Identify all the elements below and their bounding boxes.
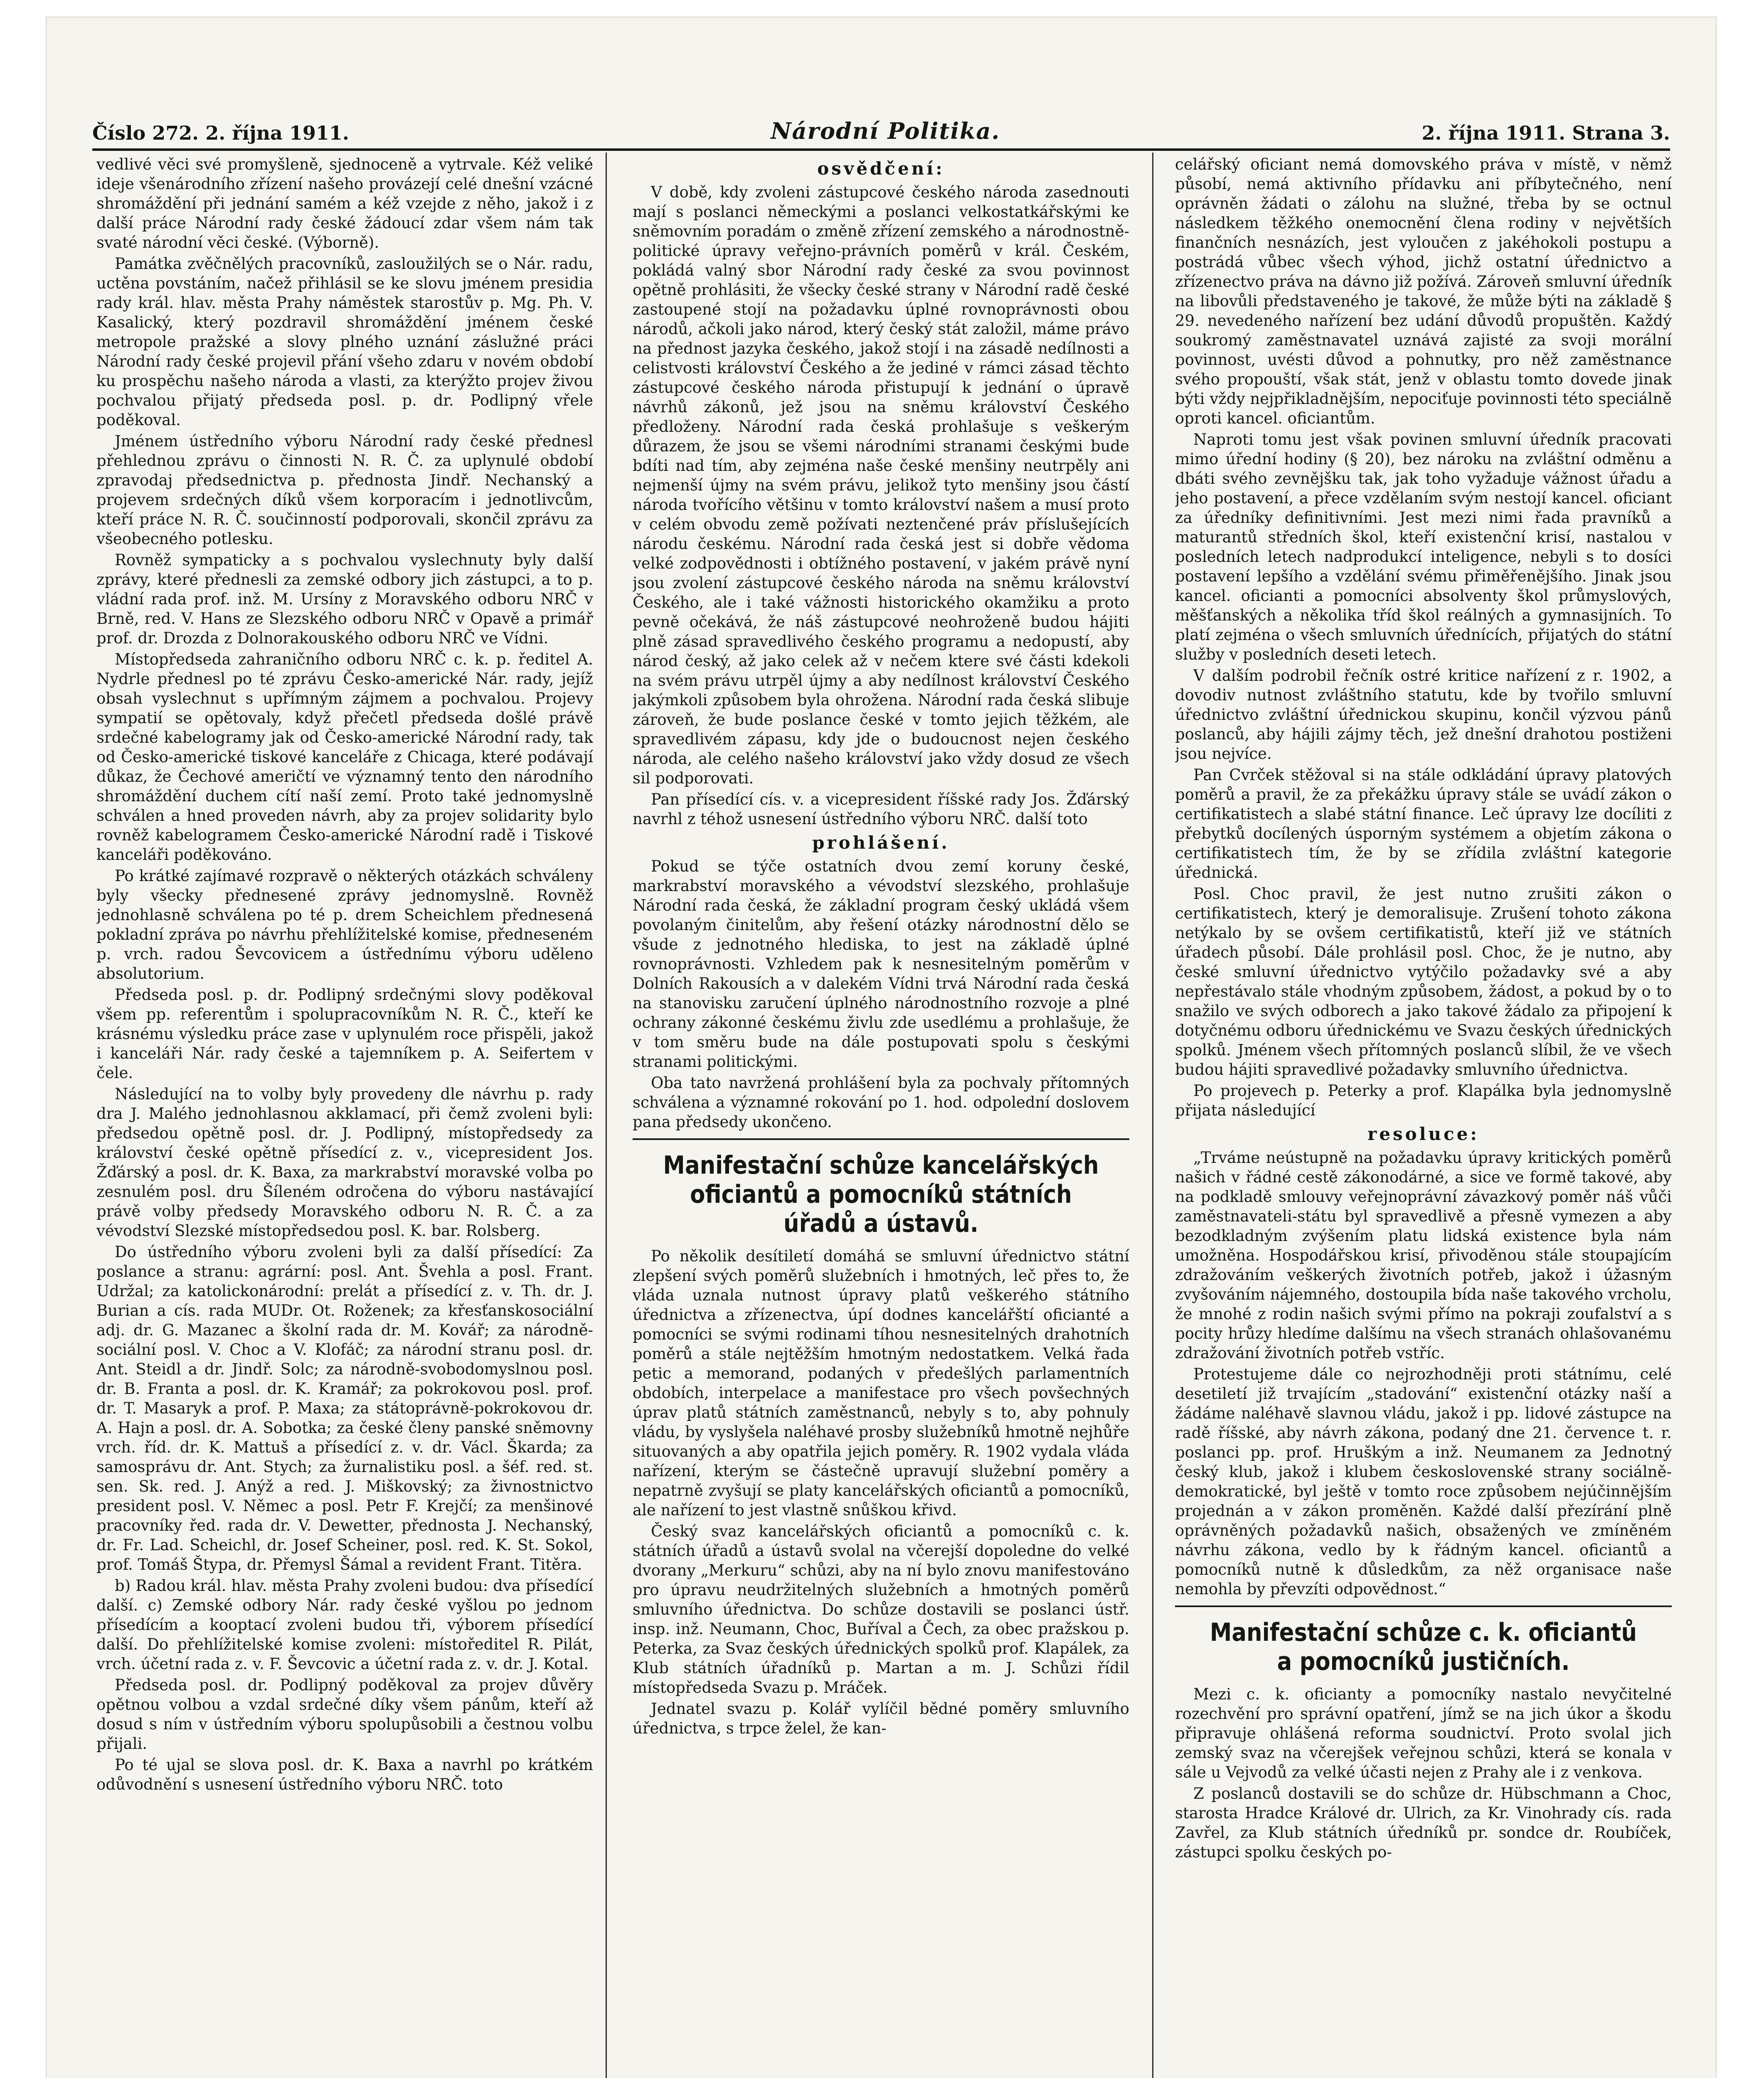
paragraph: Jménem ústředního výboru Národní rady české přednesl přehlednou zprávu o činnosti N. R. Č. za uplynulé období zpravodaj předsednictva p. přednosta Jindř. Nechanský a projevem srdečných díků všem korporacím i jednotlivcům, kteří práce N. R. Č. součinností podporovali, skončil zprávu za všeobecného potlesku. xyxy=(96,432,593,548)
paragraph: Po projevech p. Peterky a prof. Klapálka byla jednomyslně přijata následující xyxy=(1175,1082,1672,1119)
section-rule xyxy=(633,1138,1129,1140)
paragraph: Předseda posl. p. dr. Podlipný srdečnými slovy poděkoval všem pp. referentům i spolupracovníkům N. R. Č., kteří ke krásnému výsledku práce zase v uplynulém roce přispěli, jakož i kanceláři Nár. rady české a tajemníkem p. A. Seifertem v čele. xyxy=(96,986,593,1082)
column-left xyxy=(96,155,593,2078)
paragraph: Místopředseda zahraničního odboru NRČ c. k. p. ředitel A. Nydrle přednesl po té zprávu Česko-americké Nár. rady, jejíž obsah vyslechnut s upřímným zájmem a pochvalou. Projevy sympatií se opětovaly, když přečetl předseda došlé právě srdečné kabelogramy jak od Česko-americké Národní rady, tak od Česko-americké tiskové kanceláře z Chicaga, které podávají důkaz, že Čechové američtí ve významný tento den národního shromáždění duchem cítí naší zemí. Proto také jednomyslně schválen a hned proveden návrh, aby za projev solidarity bylo rovněž kabelogramem Česko-americké Národní radě i Tiskové kanceláři poděkováno. xyxy=(96,650,593,864)
paragraph: Předseda posl. dr. Podlipný poděkoval za projev důvěry opětnou volbou a vzdal srdečné díky všem pánům, kteří až dosud s ním v ústředním výboru spolupůsobili a čestnou volbu přijali. xyxy=(96,1676,593,1753)
paragraph: V době, kdy zvoleni zástupcové českého národa zasednouti mají s poslanci německými a poslanci velkostatkářskými ke sněmovním poradám o změně zřízení zemského a národnostně-politické úpravy veřejno-právních poměrů v král. Českém, pokládá valný sbor Národní rady české za svou povinnost opětně prohlásiti, že všecky české strany v Národní radě české zastoupené stojí na požadavku úplné rovnoprávnosti obou národů, ačkoli jako národ, který český stát založil, máme právo na přednost jazyka českého, jakož stojí i na zásadě nedílnosti a celistvosti království Českého a že jediné v rámci zásad těchto zástupcové českého národa přistupují k jednání o úpravě návrhů zákonů, jež jsou na sněmu království Českého předloženy. Národní rada česká prohlašuje s veškerým důrazem, že jsou se všemi národními stranami českými bude bdíti nad tím, aby zejména naše české menšiny neutrpěly ani nejmenší újmy na svém právu, jelikož tyto menšiny jsou částí národa tvořícího většinu v tomto království našem a musí proto v celém obvodu země požívati neztenčené práv příslušejících národu českému. Národní rada česká jest si dobře vědoma velké zodpovědnosti i obtížného postavení, v jakém právě nyní jsou zvolení zástupcové českého národa na sněmu království Českého, ale i také vážnosti historického okamžiku a proto pevně očekává, že náš zástupcové neohroženě budou hájiti plně zásad spravedlivého českého programu a nedopustí, aby národ český, až jako celek až v nečem ktere své části kdekoli na svém právu utrpěl újmy a aby nedílnost království Českého jakýmkoli způsobem byla ohrožena. Národní rada česká slibuje zároveň, že bude poslance české v tomto jejich těžkém, ale spravedlivém zápasu, kdy jde o budoucnost nejen českého národa, ale celého našeho království jako vždy dosud ze všech sil podporovati. xyxy=(633,183,1129,787)
paragraph: b) Radou král. hlav. města Prahy zvoleni budou: dva přísedící další. c) Zemské odbory Nár. rady české vyšlou po jednom přísedícím a kooptací zvoleni budou tři, výborem přísedící další. Do přehlížitelské komise zvoleni: místoředitel R. Pilát, vrch. účetní rada z. v. F. Ševcovic a účetní rada z. v. dr. J. Kotal. xyxy=(96,1577,593,1673)
paragraph: Jednatel svazu p. Kolář vylíčil bědné poměry smluvního úřednictva, s trpce želel, že kan- xyxy=(633,1700,1129,1737)
paragraph: Protestujeme dále co nejrozhodněji proti státnímu, celé desetiletí již trvajícím „stadování“ existenční otázky naší a žádáme naléhavě slavnou vládu, jakož i pp. lidové zástupce na radě říšské, aby návrh zákona, podaný dne 21. července t. r. poslanci pp. prof. Hruškým a inž. Neumanem za Jednotný český klub, jakož i klubem československé strany sociálně-demokratické, byl ještě v tomto roce způsobem nejúčinnějším projednán a v zákon proměněn. Každé další přezírání plně oprávněných požadavků našich, obsažených ve zmíněném návrhu zákona, vedlo by k řádným kancel. oficiantů a pomocníků nutně k důsledkům, za něž organisace naše nemohla by převzíti odpovědnost.“ xyxy=(1175,1365,1672,1598)
column-middle xyxy=(633,155,1129,2078)
paragraph: Oba tato navržená prohlášení byla za pochvaly přítomných schválena a významné rokování po 1. hod. odpolední doslovem pana předsedy ukončeno. xyxy=(633,1074,1129,1131)
masthead-title: Národní Politika. xyxy=(771,118,1000,144)
paragraph: Po několik desítiletí domáhá se smluvní úřednictvo státní zlepšení svých poměrů služebních i hmotných, leč přes to, že vláda uznala nutnost úpravy platů veškerého státního úřednictva a zřízenectva, úpí dodnes kancelářští oficianté a pomocníci se svými rodinami tíhou nesnesitelných drahotních poměrů a stále nejtěžším hmotným nedostatkem. Velká řada petic a memorand, podaných v předešlých parlamentních obdobích, interpelace a manifestace pro všech povšechných úprav platů státních zaměstnanců, nebyly s to, aby pohnuly vládu, by vyslyšela naléhavé prosby služebníků hmotně nejhůře situovaných a aby opatřila jejich poměry. R. 1902 vydala vláda nařízení, kterým se částečně upravují služební poměry a nepatrně zvyšují se platy kancelářských oficiantů a pomocníků, ale nařízení to jest vlastně snůškou křivd. xyxy=(633,1247,1129,1519)
section-rule xyxy=(1175,1605,1672,1607)
paragraph: Pokud se týče ostatních dvou zemí koruny české, markrabství moravského a vévodství slezského, prohlašuje Národní rada česká, že základní program český ukládá všem povolaným činitelům, aby řešení otázky národnostní dělo se všude z jednotného hlediska, to jest na základě úplné rovnoprávnosti. Vzhledem pak k nesnesitelným poměrům v Dolních Rakousích a v dalekém Vídni trvá Národní rada česká na stanovisku zaručení úplného národnostního rozvoje a plné ochrany zákonné českému živlu zde usedlému a prohlašuje, že v tom směru bude na dále postupovati spolu s českými stranami politickými. xyxy=(633,857,1129,1071)
paragraph: Pan Cvrček stěžoval si na stále odkládání úpravy platových poměrů a pravil, že za překážku úpravy stále se uvádí zákon o certifikatistech a slabé státní finance. Leč úpravy lze docíliti z přebytků docílených úsporným systémem a objetím zákona o certifikatistech tím, že by se zřídila zvláštní kategorie úřednická. xyxy=(1175,766,1672,881)
resolution-title: resoluce: xyxy=(1367,1124,1479,1144)
paragraph: Po té ujal se slova posl. dr. K. Baxa a navrhl po krátkém odůvodnění s usnesení ústředního výboru NRČ. toto xyxy=(96,1756,593,1793)
paragraph: V dalším podrobil řečník ostré kritice nařízení z r. 1902, a dovodiv nutnost zvláštního statutu, kde by tvořilo smluvní úřednictvo zvláštní úřednickou skupinu, končil výzvou pánů poslanců, aby hájili zájmy těch, jež dnešní drahotou postiženi jsou nejvíce. xyxy=(1175,667,1672,763)
paragraph: Posl. Choc pravil, že jest nutno zrušiti zákon o certifikatistech, který je demoralisuje. Zrušení tohoto zákona netýkalo by se ovšem certifikatistů, kteří již ve státních úřadech působí. Dále prohlásil posl. Choc, že je nutno, aby české smluvní úřednictvo vytýčilo požadavky své a aby nepřestávalo stále vhodným způsobem, žádost, a pokud by o to snažilo ve svých odborech a jako takové žádalo za připojení k dotyčnému odboru úřednickému ve Svazu českých úřednických spolků. Jménem všech přítomných poslanců slíbil, že ve všech budou hájiti spravedlivé požadavky smluvního úřednictva. xyxy=(1175,885,1672,1078)
article-headline: Manifestační schůze kancelářských oficiantů a pomocníků státních úřadů a ústavů. xyxy=(663,1151,1099,1238)
paragraph: Následující na to volby byly provedeny dle návrhu p. rady dra J. Malého jednohlasnou akklamací, při čemž zvoleni byli: předsedou opětně posl. dr. J. Podlipný, místopředsedy za království české opětně přísedící z. v., vicepresident Jos. Žďárský a posl. dr. K. Baxa, za markrabství moravské volba po zesnulém posl. dru Šíleném odročena do výboru nastávající právě volby předsedy Moravského odboru N. R. Č. a za vévodství Slezské místopředsedou posl. K. bar. Rolsberg. xyxy=(96,1085,593,1240)
issue-info: Číslo 272. 2. října 1911. xyxy=(92,122,349,144)
paragraph: Český svaz kancelářských oficiantů a pomocníků c. k. státních úřadů a ústavů svolal na včerejší dopoledne do velké dvorany „Merkuru“ schůzi, aby na ní bylo znovu manifestováno pro úpravu neudržitelných služebních a hmotných poměrů smluvního úřednictva. Do schůze dostavili se poslanci ústř. insp. inž. Neumann, Choc, Buříval a Čech, za obec pražskou p. Peterka, za Svaz českých úřednických spolků prof. Klapálek, za Klub státních úřadníků p. Martan a m. J. Schůzi řídil místopředseda Svazu p. Mráček. xyxy=(633,1522,1129,1696)
column-divider xyxy=(606,153,607,2078)
column-divider xyxy=(1152,153,1153,2078)
paragraph: Po krátké zajímavé rozpravě o některých otázkách schváleny byly všecky přednesené zprávy jednomyslně. Rovněž jednohlasně schválena po té p. drem Scheichlem přednesená pokladní zpráva po návrhu přehlížitelské komise, předneseném p. vrch. radou Ševcovicem a ústřednímu výboru uděleno absolutorium. xyxy=(96,867,593,982)
paragraph: Mezi c. k. oficianty a pomocníky nastalo nevyčitelné rozechvění pro správní opatření, jímž se na jich úkor a škodu připravuje ohlášená reforma soudnictví. Proto svolal jich zemský svaz na včerejšek veřejnou schůzi, která se konala v sále u Vejvodů za velké účasti nejen z Prahy ale i z venkova. xyxy=(1175,1685,1672,1781)
paragraph: vedlivé věci své promyšleně, sjednoceně a vytrvale. Kéž veliké ideje všenárodního zřízení našeho provázejí celé dnešní vzácné shromáždění při jednání samém a kéž vzejde z něho, jakož i z další práce Národní rady české žádoucí zdar všem nám tak svaté národní věci české. (Výborně). xyxy=(96,155,593,251)
article-headline: Manifestační schůze c. k. oficiantů a pomocníků justičních. xyxy=(1210,1618,1637,1676)
paragraph: Rovněž sympaticky a s pochvalou vyslechnuty byly další zprávy, které přednesli za zemské odbory jich zástupci, a to p. vládní rada prof. inž. M. Ursíny z Moravského odboru NRČ v Brně, red. V. Hans ze Slezského odboru NRČ v Opavě a primář prof. dr. Drozda z Dolnorakouského odboru NRČ ve Vídni. xyxy=(96,551,593,647)
column-right xyxy=(1175,155,1672,2078)
page-header xyxy=(92,107,1670,151)
paragraph: Z poslanců dostavili se do schůze dr. Hübschmann a Choc, starosta Hradce Králové dr. Ulrich, za Kr. Vinohrady cís. rada Zavřel, za Klub státních úředníků pr. sondce dr. Roubíček, zástupci spolku českých po- xyxy=(1175,1785,1672,1861)
declaration-title: osvědčení: xyxy=(817,158,945,179)
paragraph: „Trváme neústupně na požadavku úpravy kritických poměrů našich v řádné cestě zákonodárné, a sice ve formě takové, aby na podkladě smlouvy veřejnoprávní závazkový poměr náš vůči zaměstnavateli-státu byl spravedlivě a přesně vymezen a aby bezodkladným zvýšením platu lidská existence byla nám umožněna. Hospodářskou krisí, přivoděnou stále stoupajícím zdražováním veškerých životních potřeb, jakož i úžasným zvyšováním nájemného, dostoupila bída naše takového vrcholu, že mnohé z rodin našich svými přímo na pokraji zoufalství a s pocity hrůzy hledíme dalšímu na všech stranách ohlašovanému zdražování životních potřeb vstříc. xyxy=(1175,1149,1672,1362)
paragraph: Pan přísedící cís. v. a vicepresident říšské rady Jos. Žďárský navrhl z téhož usnesení ústředního výboru NRČ. další toto xyxy=(633,790,1129,828)
newspaper-page xyxy=(46,17,1717,2078)
proclamation-title: prohlášení. xyxy=(812,832,950,853)
date-page-info: 2. října 1911. Strana 3. xyxy=(1422,122,1670,144)
paragraph: Památka zvěčnělých pracovníků, zasloužilých se o Nár. radu, uctěna povstáním, načež přihlásil se ke slovu jménem presidia rady král. hlav. města Prahy náměstek starostův p. Mg. Ph. V. Kasalický, který pozdravil shromáždění jménem české metropole pražské a slovy plného uznání záslužné práci Národní rady české projevil přání všeho zdaru v novém období ku prospěchu našeho národa a vlasti, za kterýžto projev živou pochvalou přijatý předseda posl. p. dr. Podlipný vřele poděkoval. xyxy=(96,255,593,429)
paragraph: Do ústředního výboru zvoleni byli za další přísedící: Za poslance a stranu: agrární: posl. Ant. Švehla a posl. Frant. Udržal; za katolickonárodní: prelát a přísedící z. v. Th. dr. J. Burian a cís. rada MUDr. Ot. Roženek; za křesťanskosociální adj. dr. G. Mazanec a školní rada dr. M. Kovář; za národně-sociální posl. V. Choc a V. Klofáč; za národní stranu posl. dr. Ant. Steidl a dr. Jindř. Solc; za národně-svobodomyslnou posl. dr. B. Franta a posl. dr. K. Kramář; za pokrokovou posl. prof. dr. T. Masaryk a prof. P. Maxa; za státoprávně-pokrokovou dr. A. Hajn a posl. dr. A. Sobotka; za české členy panské sněmovny vrch. říd. dr. K. Mattuš a přísedící z. v. dr. Václ. Škarda; za samosprávu dr. Ant. Stych; za žurnalistiku posl. a šéf. red. st. sen. Sk. red. J. Anýž a red. J. Miškovský; za živnostnictvo president posl. V. Němec a posl. Petr F. Krejčí; za menšinové pracovníky řed. rada dr. V. Dewetter, přednosta J. Nechanský, dr. Fr. Lad. Scheichl, dr. Josef Scheiner, posl. red. K. St. Sokol, prof. Tomáš Štypa, dr. Přemysl Šámal a revident Frant. Titěra. xyxy=(96,1243,593,1573)
paragraph: Naproti tomu jest však povinen smluvní úředník pracovati mimo úřední hodiny (§ 20), bez nároku na zvláštní odměnu a dbáti svého zevnějšku tak, jak toho vyžaduje vážnost úřadu a jeho postavení, a přece vzdělaním svým nestojí kancel. oficiant za úředníky definitivními. Jest mezi nimi řada pravníků a maturantů středních škol, kteří existenční krisí, nastalou v posledních letech nadprodukcí inteligence, nebyli s to dosíci postavení lepšího a vzdělání svému přiměřenějšího. Jinak jsou kancel. oficianti a pomocníci absolventy škol průmyslových, měšťanských a několika tříd škol reálných a gymnasijních. To platí zejména o všech smluvních úřednících, přijatých do státní služby v posledních deseti letech. xyxy=(1175,431,1672,663)
paragraph: celářský oficiant nemá domovského práva v místě, v němž působí, nemá aktivního přídavku ani příbytečného, není oprávněn žádati o zálohu na služné, třeba by se octnul následkem těžkého onemocnění člena rodiny v největších finančních nesnázích, jest vyloučen z jakéhokoli postupu a postrádá vůbec všech výhod, jichž ostatní úřednictvo a zřízenectvo práva na dávno již požívá. Zároveň smluvní úředník na libovůli představeného je takové, že může býti na základě § 29. nevedeného nařízení bez udání důvodů propuštěn. Každý soukromý zaměstnavatel uznává zajisté za svoji morální povinnost, uvésti důvod a pohnutky, pro něž zaměstnance svého propouští, však stát, jenž v oblastu tomto dovede jinak býti vždy nejpřikladnějším, nepociťuje povinnosti této speciálně oproti kancel. oficiantům. xyxy=(1175,155,1672,427)
